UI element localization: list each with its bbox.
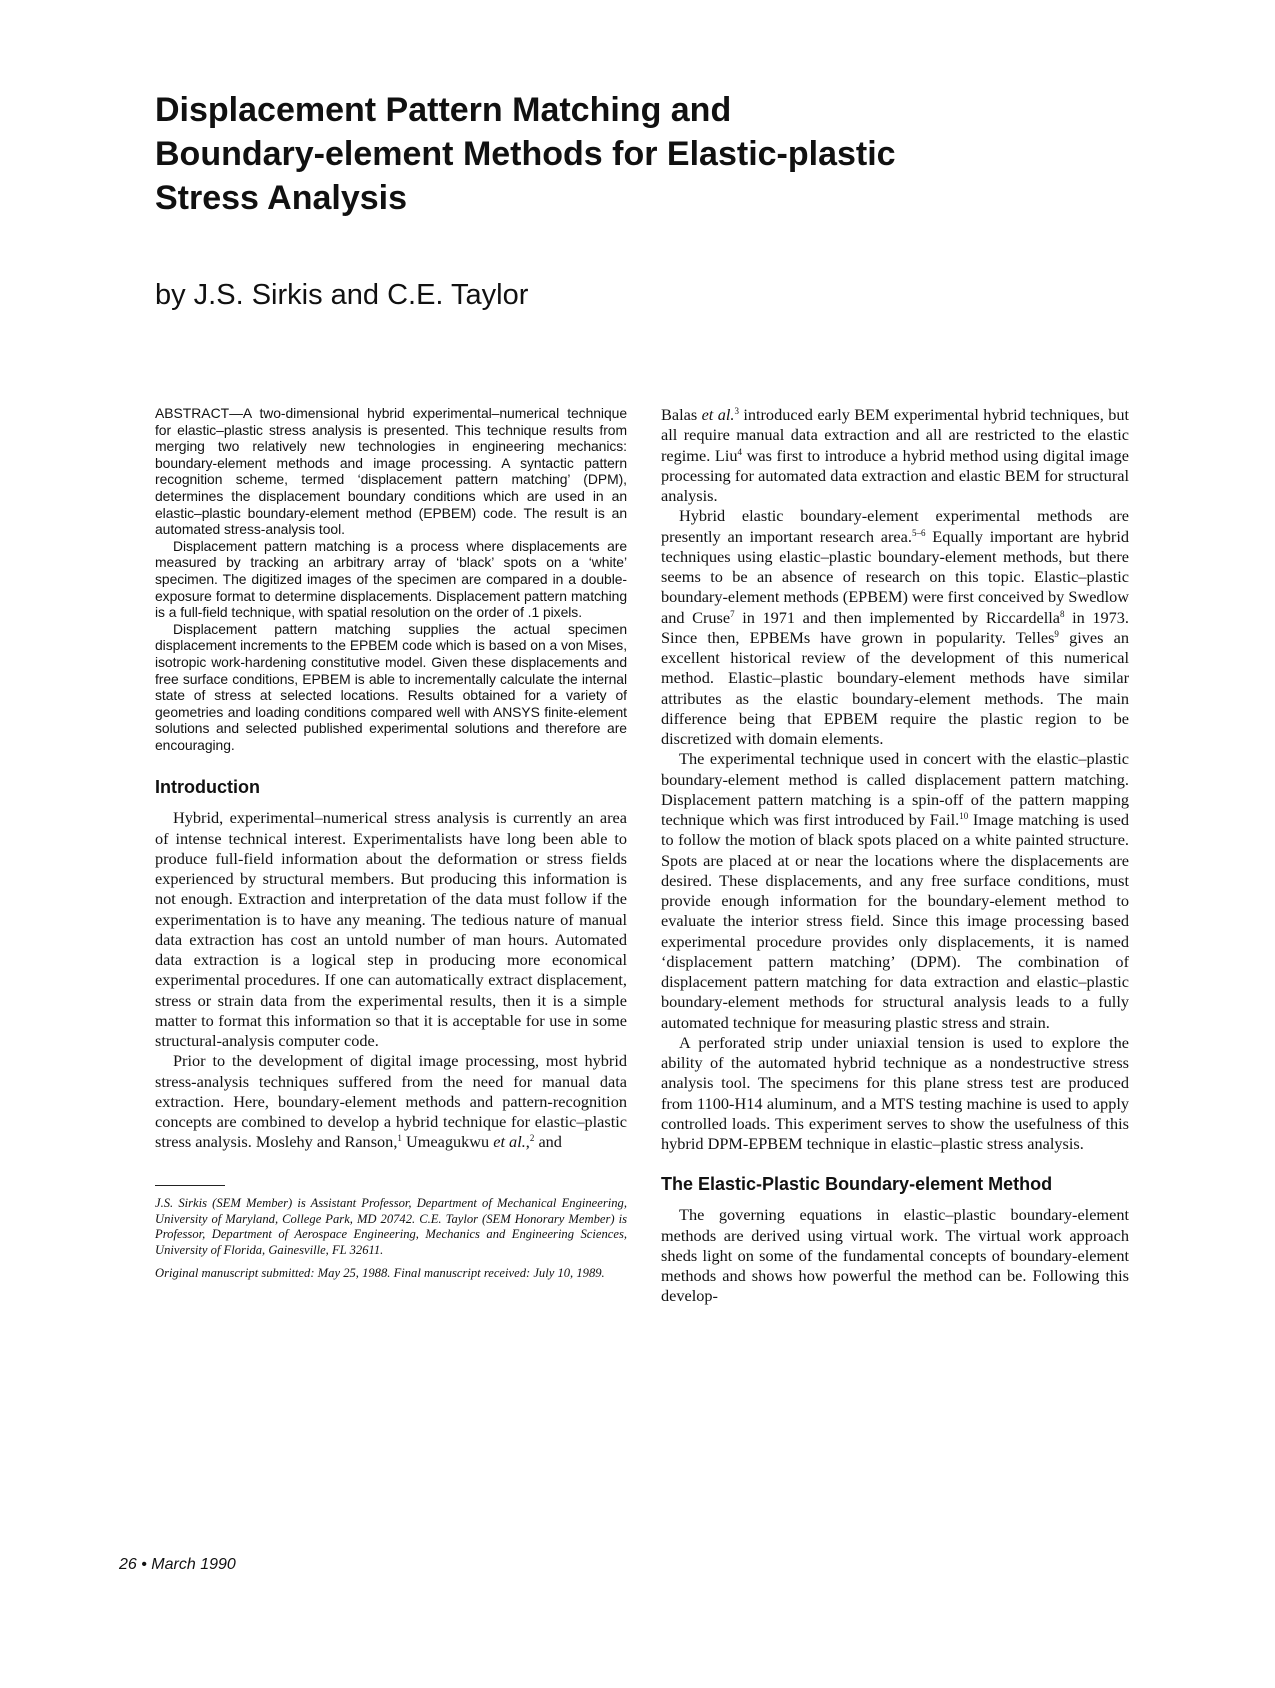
body-paragraph-perforated-strip: A perforated strip under uniaxial tension is used to explore the ability of the automated hybrid technique as a nondestructive stress analysis tool. The specimens for this plane stress test are produced from 1100-H14 aluminum, and a MTS testing machine is used to apply controlled loads. This experiment serves to show the usefulness of this hybrid DPM-EPBEM technique in elastic–plastic stress analysis.: [661, 1032, 1129, 1153]
title-line-2: Boundary-element Methods for Elastic-plastic: [155, 135, 896, 173]
right-column-body: [661, 405, 1129, 1154]
body-paragraph-dpm: The experimental technique used in concert with the elastic–plastic boundary-element method is called displacement pattern matching. Displacement pattern matching is a spin-off of the pattern mapping technique which was first introduced by Fail.$^{10}$ Image matching is used to follow the motion of black spots placed on a white painted structure. Spots are placed at or near the locations where the displacements are desired. These displacements, and any free surface conditions, must provide enough information for the boundary-element method to evaluate the interior stress field. Since this image processing based experimental procedure provides only displacements, it is named ‘displacement pattern matching’ (DPM). The combination of displacement pattern matching for data extraction and elastic–plastic boundary-element methods for structural analysis leads to a fully automated technique for measuring plastic stress and strain.: [661, 749, 1129, 1032]
reference-marker: 5–6: [911, 527, 926, 538]
title-line-3: Stress Analysis: [155, 179, 407, 217]
introduction-paragraph-1: Hybrid, experimental–numerical stress analysis is currently an area of intense technical interest. Experimentalists have long been able to produce full-field information about the deformation or stress fields experienced by structural members. But producing this information is not enough. Extraction and interpretation of the data must follow if the experimentation is to have any meaning. The tedious nature of manual data extraction has cost an untold number of man hours. Automated data extraction is a logical step in producing more economical experimental procedures. If one can automatically extract displacement, stress or strain data from the experimental results, then it is a simple matter to format this information so that it is acceptable for use in some structural-analysis computer code.: [155, 808, 627, 1051]
right-column: [661, 405, 1129, 1307]
paper-title: [155, 88, 1055, 220]
introduction-body: [155, 808, 627, 1152]
reference-marker: 3: [734, 406, 739, 416]
reference-marker: 7: [730, 608, 735, 619]
byline: by J.S. Sirkis and C.E. Taylor: [155, 279, 529, 311]
footnote-divider: [155, 1185, 225, 1186]
manuscript-dates: Original manuscript submitted: May 25, 1988. Final manuscript received: July 10, 1989.: [155, 1265, 605, 1280]
title-line-1: Displacement Pattern Matching and: [155, 91, 732, 129]
page-folio: 26 • March 1990: [119, 1556, 236, 1573]
introduction-heading: Introduction: [155, 777, 260, 798]
epbem-heading: The Elastic-Plastic Boundary-element Method: [661, 1174, 1053, 1195]
reference-marker: 8: [1059, 608, 1065, 619]
abstract-paragraph-3: Displacement pattern matching supplies the actual specimen displacement increments to the EPBEM code which is based on a von Mises, isotropic work-hardening constitutive model. Given these displacements and free surface conditions, EPBEM is able to incrementally calculate the internal state of stress at selected locations. Results obtained for a variety of geometries and loading conditions compared well with ANSYS finite-element solutions and selected published experimental solutions and therefore are encouraging.: [155, 620, 627, 753]
body-paragraph-hybrid-methods: Hybrid elastic boundary-element experimental methods are presently an important research area.$^{5-6}$ Equally important are hybrid techniques using elastic–plastic boundary-element methods, but there seems to be an absence of research on this topic. Elastic–plastic boundary-element methods (EPBEM) were first conceived by Swedlow and Cruse$^7$ in 1971 and then implemented by Riccardella$^8$ in 1973. Since then, EPBEMs have grown in popularity. Telles$^9$ gives an excellent historical review of the development of this numerical method. Elastic–plastic boundary-element methods have similar attributes as the elastic boundary-element methods. The main difference being that EPBEM require the plastic region to be discretized with domain elements.: [661, 506, 1130, 748]
body-paragraph-continued: Balas et al.$^3$ introduced early BEM experimental hybrid techniques, but all require manual data extraction and all are restricted to the elastic regime. Liu$^4$ was first to introduce a hybrid method using digital image processing for automated data extraction and elastic BEM for structural analysis.: [661, 405, 1130, 505]
abstract-paragraph-2: Displacement pattern matching is a process where displacements are measured by tracking an arbitrary array of ‘black’ spots on a ‘white’ specimen. The digitized images of the specimen are compared in a double-exposure format to determine displacements. Displacement pattern matching is a full-field technique, with spatial resolution on the order of .1 pixels.: [155, 537, 627, 621]
author-footnote: [155, 1196, 627, 1282]
reference-marker: 2: [529, 1133, 535, 1144]
reference-marker: 4: [737, 446, 742, 457]
reference-marker: 9: [1054, 628, 1059, 639]
abstract-label: ABSTRACT: [155, 405, 230, 421]
reference-marker: 10: [959, 811, 969, 821]
reference-marker: 1: [397, 1133, 402, 1144]
epbem-body: [661, 1205, 1129, 1306]
abstract: [155, 405, 627, 753]
author-affiliations: J.S. Sirkis (SEM Member) is Assistant Professor, Department of Mechanical Engineering, University of Maryland, College Park, MD 20742. C.E. Taylor (SEM Honorary Member) is Professor, Department of Aerospace Engineering, Mechanics and Engineering Sciences, University of Florida, Gainesville, FL 32611.: [155, 1195, 627, 1258]
introduction-paragraph-2: Prior to the development of digital image processing, most hybrid stress-analysis techniques suffered from the need for manual data extraction. Here, boundary-element methods and pattern-recognition concepts are combined to develop a hybrid technique for elastic–plastic stress analysis. Moslehy and Ranson,$^1$ Umeagukwu et al.,$^2$ and: [155, 1051, 627, 1152]
epbem-paragraph-1: The governing equations in elastic–plastic boundary-element methods are derived using virtual work. The virtual work approach sheds light on some of the fundamental concepts of boundary-element methods and shows how powerful the method can be. Following this develop-: [661, 1205, 1129, 1306]
abstract-paragraph-1: ABSTRACT—A two-dimensional hybrid experimental–numerical technique for elastic–plastic stress analysis is presented. This technique results from merging two relatively new technologies in engineering mechanics: boundary-element methods and image processing. A syntactic pattern recognition scheme, termed ‘displacement pattern matching’ (DPM), determines the displacement boundary conditions which are used in an elastic–plastic boundary-element method (EPBEM) code. The result is an automated stress-analysis tool.: [155, 405, 627, 538]
left-column: [155, 405, 627, 1289]
